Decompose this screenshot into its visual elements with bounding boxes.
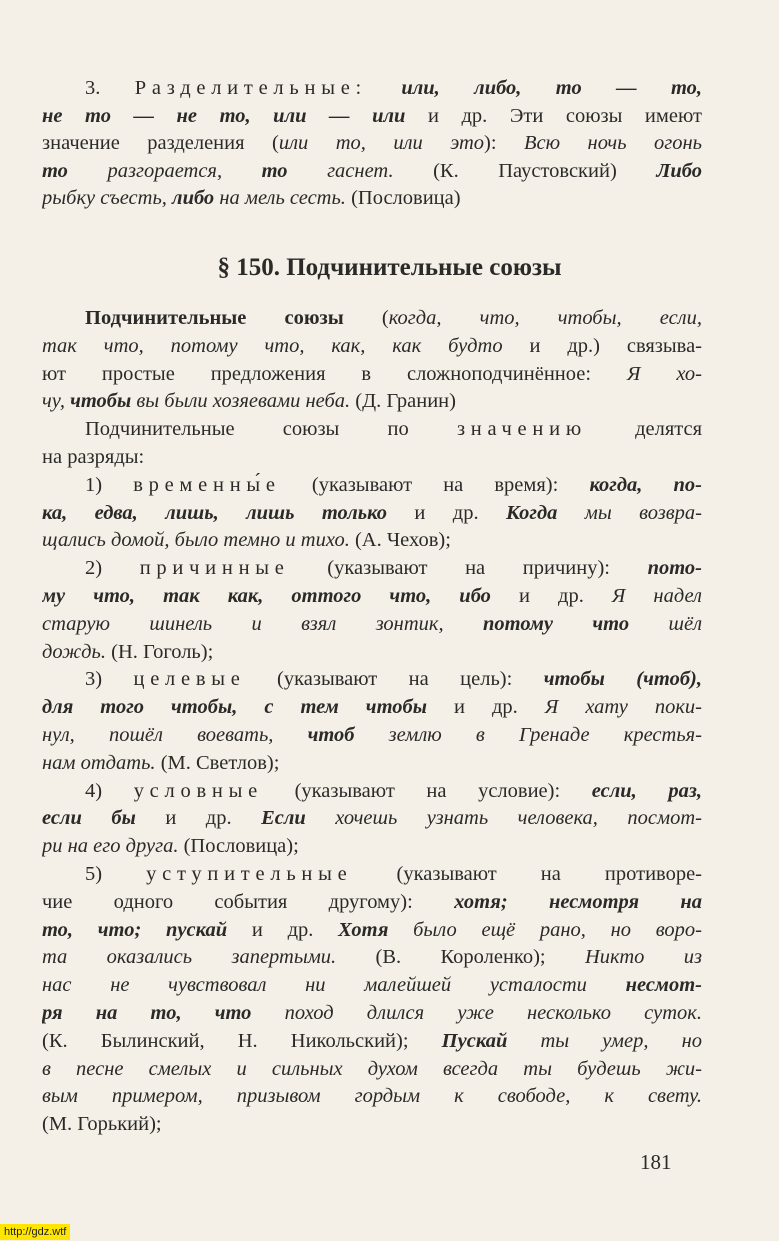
- text-segment: уступительные: [146, 863, 353, 885]
- text-line: [85, 74, 702, 102]
- text-segment: если, раз,: [591, 779, 702, 802]
- text-segment: Подчинительные союзы по: [85, 418, 457, 441]
- text-line: [85, 554, 702, 582]
- section-heading: § 150. Подчинительные союзы: [217, 254, 562, 281]
- text-segment: 4): [85, 779, 134, 802]
- text-segment: шёл: [629, 612, 702, 635]
- text-line: [42, 387, 702, 415]
- text-segment: потому что: [483, 612, 630, 635]
- text-segment: то: [42, 159, 68, 182]
- text-segment: и др.: [387, 501, 507, 524]
- text-line: [42, 582, 702, 610]
- text-segment: Разделительные:: [134, 77, 367, 99]
- text-segment: (Н. Гоголь);: [106, 640, 214, 663]
- text-segment: ка, едва, лишь, лишь только: [42, 501, 388, 524]
- text-line: [42, 102, 702, 130]
- text-segment: (указывают на время):: [280, 473, 590, 496]
- text-segment: временны́е: [133, 473, 281, 496]
- text-line: [42, 184, 702, 212]
- text-segment: (указывают на противоре-: [352, 863, 702, 885]
- text-segment: нас не чувствовал ни малейшей усталости: [42, 974, 626, 997]
- text-segment: ря на то, что: [42, 1002, 252, 1024]
- text-segment: Никто из: [584, 946, 702, 969]
- text-segment: причинные: [139, 557, 290, 580]
- text-segment: 5): [85, 863, 147, 885]
- text-segment: чтобы: [70, 390, 132, 413]
- text-segment: или то, или это: [278, 132, 485, 154]
- text-segment: Подчинительные союзы: [85, 307, 344, 329]
- text-segment: чтобы (чтоб),: [543, 668, 702, 691]
- watermark-link[interactable]: http://gdz.wtf: [0, 1224, 70, 1240]
- text-segment: щались домой, было темно и тихо.: [42, 529, 350, 552]
- text-segment: вы были хозяевами неба.: [131, 390, 351, 413]
- text-segment: несмот-: [625, 974, 702, 997]
- text-segment: (А. Чехов);: [349, 529, 451, 552]
- text-segment: [367, 77, 401, 99]
- text-line: [42, 157, 702, 185]
- text-segment: поход длился уже несколько суток.: [251, 1002, 702, 1024]
- text-segment: та оказались запертыми.: [42, 946, 337, 969]
- text-line: [42, 916, 702, 944]
- text-segment: (М. Светлов);: [155, 751, 280, 774]
- text-line: [85, 777, 702, 805]
- text-segment: чу,: [42, 390, 71, 413]
- text-segment: и др.: [490, 585, 612, 607]
- text-segment: рыбку съесть,: [42, 187, 173, 209]
- text-segment: пото-: [647, 557, 702, 580]
- text-line: [42, 749, 702, 777]
- text-segment: ):: [484, 132, 525, 154]
- text-segment: значению: [456, 418, 587, 441]
- text-line: [42, 443, 702, 471]
- text-segment: на разряды:: [42, 446, 145, 468]
- text-segment: для того чтобы, с тем чтобы: [42, 696, 427, 719]
- text-segment: когда, что, чтобы, если,: [388, 307, 702, 329]
- text-segment: хотя; несмотря на: [454, 890, 702, 913]
- text-line: [42, 610, 702, 638]
- text-line: [85, 304, 702, 332]
- text-line: [42, 804, 702, 832]
- text-segment: (Пословица);: [178, 835, 299, 858]
- text-segment: значение разделения (: [42, 132, 279, 154]
- text-segment: чтоб: [307, 724, 355, 746]
- text-segment: Либо: [656, 159, 702, 182]
- text-segment: Когда: [506, 501, 558, 524]
- text-segment: разгорается,: [67, 159, 262, 182]
- text-segment: 3.: [85, 77, 135, 99]
- text-line: [42, 360, 702, 388]
- text-segment: хочешь узнать человека, посмот-: [305, 807, 702, 830]
- text-segment: (Д. Гранин): [350, 390, 456, 413]
- text-segment: если бы: [42, 807, 136, 830]
- text-segment: на мель сесть.: [214, 187, 346, 209]
- text-segment: ют простые предложения в сложноподчинённое:: [42, 362, 627, 385]
- text-segment: дождь.: [42, 640, 107, 663]
- text-segment: то, что; пускай: [42, 918, 228, 941]
- text-segment: и др.: [426, 696, 545, 719]
- text-segment: целевые: [133, 668, 246, 691]
- text-segment: когда, по-: [589, 473, 702, 496]
- text-segment: то: [261, 159, 288, 182]
- text-segment: Всю ночь огонь: [524, 132, 702, 154]
- text-segment: в песне смелых и сильных духом всегда ты будешь жи-: [42, 1057, 702, 1080]
- text-segment: 3): [85, 668, 134, 691]
- text-segment: было ещё рано, но воро-: [388, 918, 702, 941]
- text-segment: (К. Былинский, Н. Никольский);: [42, 1029, 442, 1052]
- text-segment: условные: [133, 779, 263, 802]
- text-segment: (указывают на причину):: [289, 557, 648, 580]
- text-line: [42, 332, 702, 360]
- text-segment: (указывают на цель):: [245, 668, 544, 691]
- text-segment: или, либо, то — то,: [401, 77, 702, 99]
- page-number: 181: [640, 1150, 672, 1174]
- text-segment: Я хату поки-: [544, 696, 702, 719]
- text-segment: землю в Гренаде крестья-: [354, 724, 702, 746]
- text-segment: чие одного события другому):: [42, 890, 455, 913]
- text-segment: гаснет.: [287, 159, 394, 182]
- text-segment: Я надел: [611, 585, 702, 607]
- text-line: [42, 971, 702, 999]
- text-segment: (В. Короленко);: [336, 946, 585, 969]
- text-segment: ри на его друга.: [42, 835, 179, 858]
- text-segment: (К. Паустовский): [393, 159, 657, 182]
- text-segment: либо: [172, 187, 215, 209]
- text-line: [85, 860, 702, 888]
- text-line: [42, 499, 702, 527]
- text-segment: не то — не то, или — или: [42, 104, 406, 127]
- text-line: [85, 471, 702, 499]
- text-line: [42, 638, 702, 666]
- text-line: [42, 526, 702, 554]
- text-segment: (: [343, 307, 389, 329]
- text-line: [42, 693, 702, 721]
- text-segment: му что, так как, оттого что, ибо: [42, 585, 491, 607]
- text-segment: и др.) связыва-: [502, 334, 702, 357]
- text-segment: Если: [261, 807, 306, 830]
- text-line: [42, 832, 702, 860]
- text-segment: Я хо-: [626, 362, 702, 385]
- text-line: [42, 888, 702, 916]
- text-segment: делятся: [586, 418, 702, 441]
- text-segment: (указывают на условие):: [262, 779, 592, 802]
- text-segment: нам отдать.: [42, 751, 156, 774]
- text-segment: 1): [85, 473, 134, 496]
- text-segment: (М. Горький);: [42, 1113, 162, 1136]
- text-segment: ты умер, но: [507, 1029, 702, 1052]
- text-line: [42, 1027, 702, 1055]
- text-segment: Пускай: [441, 1029, 508, 1052]
- text-line: [42, 999, 702, 1027]
- text-segment: Хотя: [338, 918, 389, 941]
- text-segment: вым примером, призывом гордым к свободе, к свету.: [42, 1085, 702, 1108]
- text-line: [42, 943, 702, 971]
- text-segment: и др.: [135, 807, 262, 830]
- text-line: [42, 1110, 702, 1138]
- text-line: [42, 721, 702, 749]
- text-segment: и др.: [227, 918, 339, 941]
- text-line: [42, 1082, 702, 1110]
- text-segment: 2): [85, 557, 140, 580]
- text-segment: и др. Эти союзы имеют: [405, 104, 702, 127]
- text-line: [42, 129, 702, 157]
- text-line: [42, 1055, 702, 1083]
- text-segment: старую шинель и взял зонтик,: [42, 612, 484, 635]
- text-line: [85, 665, 702, 693]
- text-segment: нул, пошёл воевать,: [42, 724, 308, 746]
- text-segment: мы возвра-: [557, 501, 702, 524]
- text-segment: (Пословица): [345, 187, 461, 209]
- text-segment: так что, потому что, как, как будто: [42, 334, 503, 357]
- text-line: [85, 415, 702, 443]
